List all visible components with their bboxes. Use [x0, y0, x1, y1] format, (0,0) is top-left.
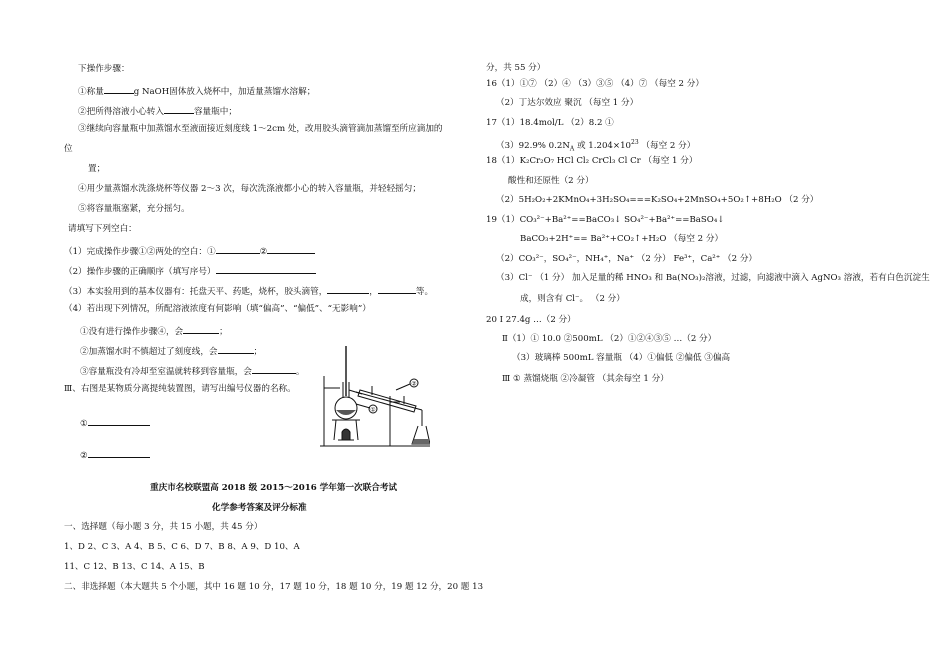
blank-iii-1[interactable]	[88, 416, 150, 426]
answer-20-3: （3）玻璃棒 500mL 容量瓶 （4）①偏低 ②偏低 ③偏高	[512, 353, 731, 363]
step-4: ④用少量蒸馏水洗涤烧杯等仪器 2～3 次，每次洗涤液都小心的转入容量瓶，并轻轻摇匀；	[78, 184, 421, 194]
answer-18-2: 酸性和还原性（2 分）	[508, 176, 594, 186]
answer-16-2: （2）丁达尔效应 聚沉 （每空 1 分）	[496, 98, 639, 108]
question-4-1-text: ①没有进行操作步骤④，会	[80, 327, 184, 337]
section-1-answers-2: 11、C 12、B 13、C 14、A 15、B	[64, 562, 205, 572]
apparatus-label-2: ②	[411, 380, 417, 388]
step-1	[78, 84, 315, 98]
section-1-title: 一、选择题（每小题 3 分，共 15 小题，共 45 分）	[64, 522, 263, 532]
blank-q3-1[interactable]	[327, 284, 369, 294]
blank-q4-2[interactable]	[218, 344, 254, 354]
step-2-suffix: 容量瓶中；	[193, 107, 237, 117]
step-5: ⑤将容量瓶塞紧，充分摇匀。	[78, 204, 190, 214]
question-3	[64, 284, 433, 298]
step-1-suffix: g NaOH固体放入烧杯中，加适量蒸馏水溶解；	[133, 87, 316, 97]
question-1-text: （1）完成操作步骤①②两处的空白：①	[64, 247, 216, 257]
blank-flask-volume[interactable]	[164, 104, 194, 114]
answer-17-2-a: （3）92.9% 0.2N	[496, 140, 570, 151]
question-4-3: ③容量瓶没有冷却至室温就转移到容量瓶，会 。	[80, 364, 305, 378]
answer-19-2: BaCO₃+2H⁺== Ba²⁺+CO₂↑+H₂O （每空 2 分）	[520, 234, 724, 244]
question-4-3-text: ③容量瓶没有冷却至室温就转移到容量瓶，会	[80, 367, 252, 377]
answer-17-1: 17（1）18.4mol/L （2）8.2 ①	[486, 118, 614, 128]
apparatus-label-1: ①	[370, 406, 376, 414]
answer-20-1: 20 Ⅰ 27.4g …（2 分）	[486, 315, 576, 325]
question-4: （4）若出现下列情况，所配溶液浓度有何影响（填“偏高”、“偏低”、“无影响”）	[64, 304, 371, 314]
question-2	[64, 264, 316, 278]
step-3-cont2: 置；	[88, 164, 106, 174]
fill-prompt: 请填写下列空白：	[68, 224, 137, 234]
question-1-mid: ②	[259, 247, 268, 257]
answer-header-title: 化学参考答案及评分标准	[212, 503, 307, 513]
section-1-answers-1: 1、D 2、C 3、A 4、B 5、C 6、D 7、B 8、A 9、D 10、A	[64, 542, 300, 552]
answer-16-1: 16（1）①⑦ （2）④ （3）③⑤ （4）⑦ （每空 2 分）	[486, 79, 704, 89]
blank-q3-2[interactable]	[378, 284, 416, 294]
blank-iii-2[interactable]	[88, 448, 150, 458]
answer-17-2-sup: 23	[631, 139, 639, 146]
steps-intro: 下操作步骤：	[78, 64, 130, 74]
question-4-2-text: ②加蒸馏水时不慎超过了刻度线，会	[80, 347, 218, 357]
part-iii-2	[80, 448, 150, 462]
step-3: ③继续向容量瓶中加蒸馏水至液面接近刻度线 1～2cm 处，改用胶头滴管滴加蒸馏至所应滴加的	[78, 124, 443, 134]
answer-19-4: （3）Cl⁻ （1 分） 加入足量的稀 HNO₃ 和 Ba(NO₃)₂溶液，过滤，向滤液中滴入 AgNO₃ 溶液，若有白色沉淀生	[496, 273, 930, 283]
question-3-sep: ，	[369, 287, 378, 297]
question-3-end: 等。	[415, 287, 434, 297]
question-3-text: （3）本实验用到的基本仪器有：托盘天平、药匙，烧杯，胶头滴管，	[64, 287, 328, 297]
blank-q1-2[interactable]	[267, 244, 315, 254]
step-2-prefix: ②把所得溶液小心转入	[78, 107, 164, 117]
answer-20-4: Ⅲ ① 蒸馏烧瓶 ②冷凝管 （其余每空 1 分）	[502, 374, 669, 384]
blank-mass[interactable]	[104, 84, 134, 94]
blank-q2[interactable]	[216, 264, 316, 274]
blank-q4-3[interactable]	[252, 364, 296, 374]
section-2-title: 二、非选择题（本大题共 5 个小题，其中 16 题 10 分，17 题 10 分，18 题 10 分，19 题 12 分，20 题 13	[64, 582, 484, 592]
answer-20-2: Ⅱ（1）① 10.0 ②500mL （2）①②④③⑤ …（2 分）	[502, 334, 717, 344]
question-4-2: ②加蒸馏水时不慎超过了刻度线，会 ；	[80, 344, 262, 358]
part-iii-2-label: ②	[80, 451, 88, 461]
question-1	[64, 244, 315, 258]
question-4-1: ①没有进行操作步骤④，会 ；	[80, 324, 228, 338]
answer-18-1: 18（1）K₂Cr₂O₇ HCl Cl₂ CrCl₃ Cl Cr （每空 1 分）	[486, 156, 698, 166]
part-iii: Ⅲ、右图是某物质分离提纯装置图，请写出编号仪器的名称。	[64, 384, 296, 394]
right-line-0: 分，共 55 分）	[486, 63, 546, 73]
part-iii-1	[80, 416, 150, 430]
answer-17-2-sub: A	[569, 145, 575, 153]
answer-19-5: 成，则含有 Cl⁻。 （2 分）	[520, 294, 625, 304]
answer-17-2-c: 或 1.204×10	[574, 140, 632, 151]
step-2	[78, 104, 237, 118]
answer-header-school: 重庆市名校联盟高 2018 级 2015～2016 学年第一次联合考试	[150, 483, 398, 493]
part-iii-1-label: ①	[80, 419, 88, 429]
answer-19-1: 19（1）CO₃²⁻+Ba²⁺==BaCO₃↓ SO₄²⁻+Ba²⁺==BaSO₄↓	[486, 215, 725, 225]
answer-19-3: （2）CO₃²⁻，SO₄²⁻，NH₄⁺，Na⁺ （2 分） Fe³⁺，Ca²⁺ （2 分）	[496, 254, 758, 264]
step-1-prefix: ①称量	[78, 87, 104, 97]
answer-17-2	[496, 137, 695, 155]
distillation-apparatus-diagram	[318, 346, 430, 450]
answer-18-3: （2）5H₂O₂+2KMnO₄+3H₂SO₄===K₂SO₄+2MnSO₄+5O₂↑+8H₂O （2 分）	[496, 195, 819, 205]
question-2-text: （2）操作步骤的正确顺序（填写序号）	[64, 267, 216, 277]
step-3-cont: 位	[64, 144, 73, 154]
answer-17-2-e: （每空 2 分）	[638, 140, 696, 151]
blank-q1-1[interactable]	[216, 244, 260, 254]
blank-q4-1[interactable]	[183, 324, 219, 334]
